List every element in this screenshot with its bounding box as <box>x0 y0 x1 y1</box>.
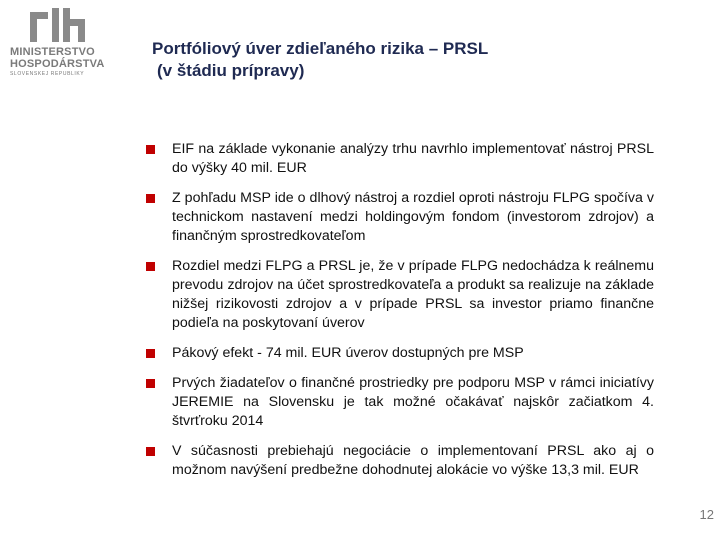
bullet-item <box>146 374 654 431</box>
bullet-square-icon <box>146 379 155 388</box>
bullet-square-icon <box>146 194 155 203</box>
logo-text-line3: SLOVENSKEJ REPUBLIKY <box>10 71 85 77</box>
bullet-text: Rozdiel medzi FLPG a PRSL je, že v prípade FLPG nedochádza k reálnemu prevodu zdrojov na účet sprostredkovateľa a produkt sa realizuje na základe nižšej rizikovosti zdrojov a v prípade PRSL sa investor priamo finančne podieľa na poskytovaní úverov <box>172 258 654 331</box>
bullet-list <box>146 140 654 480</box>
bullet-text: EIF na základe vykonanie analýzy trhu navrhlo implementovať nástroj PRSL do výšky 40 mil. EUR <box>172 141 654 176</box>
bullet-text: Pákový efekt - 74 mil. EUR úverov dostupných pre MSP <box>172 345 524 361</box>
logo-text-line1: MINISTERSTVO <box>10 46 95 58</box>
slide-title <box>152 38 652 82</box>
bullet-square-icon <box>146 447 155 456</box>
ministry-emblem-icon <box>30 8 90 42</box>
slide-title-line1: Portfóliový úver zdieľaného rizika – PRSL <box>152 39 489 58</box>
slide-title-line2: (v štádiu prípravy) <box>157 61 305 80</box>
bullet-square-icon <box>146 262 155 271</box>
bullet-item <box>146 257 654 333</box>
bullet-text: Prvých žiadateľov o finančné prostriedky pre podporu MSP v rámci iniciatívy JEREMIE na Slovensku je tak možné očakávať najskôr začiatkom 4. štvrťroku 2014 <box>172 375 654 429</box>
bullet-square-icon <box>146 349 155 358</box>
ministry-logo <box>10 8 120 78</box>
bullet-text: V súčasnosti prebiehajú negociácie o implementovaní PRSL ako aj o možnom navýšení predbežne dohodnutej alokácie vo výške 13,3 mil. EUR <box>172 443 654 478</box>
page-number: 12 <box>699 507 714 522</box>
bullet-item <box>146 189 654 246</box>
logo-text-line2: HOSPODÁRSTVA <box>10 58 105 70</box>
bullet-text: Z pohľadu MSP ide o dlhový nástroj a rozdiel oproti nástroju FLPG spočíva v technickom nastavení medzi holdingovým fondom (investorom zdrojov) a finančným sprostredkovateľom <box>172 190 654 244</box>
bullet-square-icon <box>146 145 155 154</box>
bullet-item <box>146 442 654 480</box>
bullet-item <box>146 344 654 363</box>
bullet-item <box>146 140 654 178</box>
